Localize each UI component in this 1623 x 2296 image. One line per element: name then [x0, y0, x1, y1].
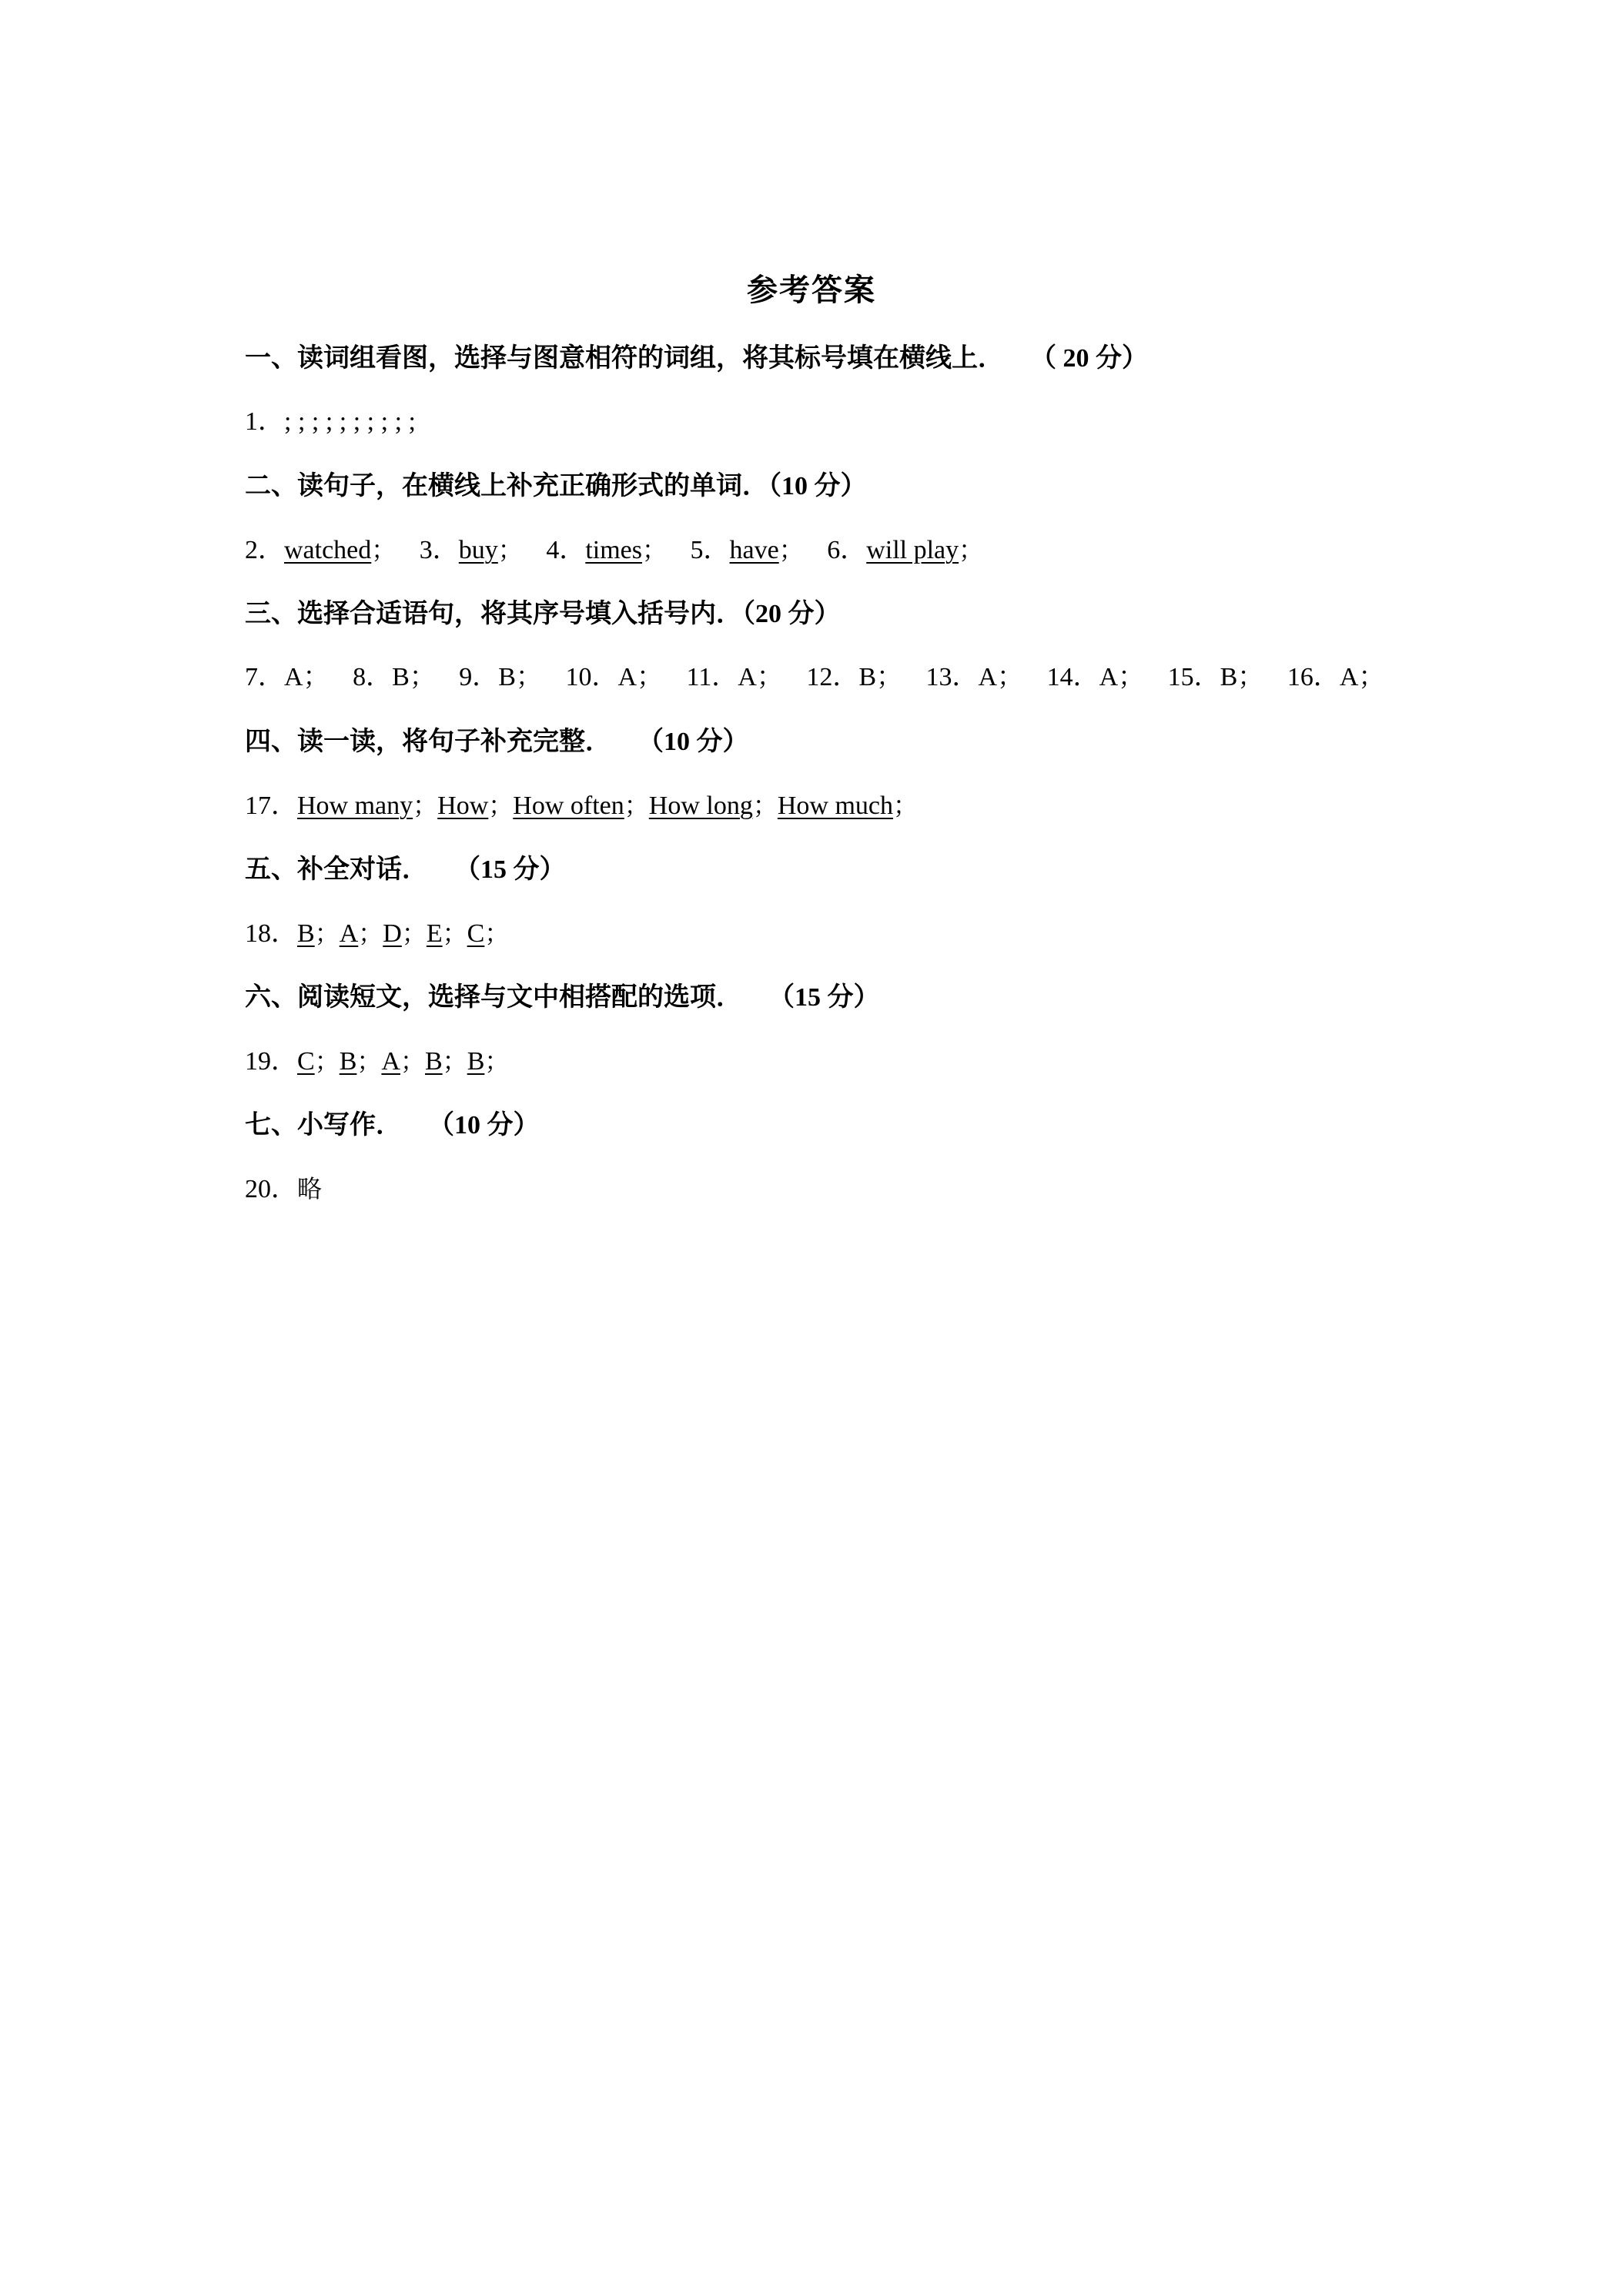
answer-blank: C — [297, 1047, 315, 1076]
section-1-heading — [245, 341, 1148, 376]
section-1-answer: 1．; ; ; ; ; ; ; ; ; ; — [245, 407, 416, 436]
section-4-title: 四、读一读，将句子补充完整． — [245, 726, 611, 757]
answer-text: 略 — [297, 1174, 323, 1203]
answer-choice: A； — [617, 663, 663, 691]
answer-blank: B — [297, 919, 315, 948]
separator: ； — [371, 535, 397, 564]
answer-choice: A； — [1099, 663, 1145, 691]
answer-blank: How many — [297, 792, 413, 820]
item-number: 4． — [546, 536, 586, 564]
separator: ； — [442, 919, 467, 948]
section-2-points: （10 分） — [768, 472, 867, 500]
item-number: 16． — [1287, 663, 1340, 691]
separator: ； — [484, 919, 510, 948]
separator: ； — [356, 1046, 382, 1076]
section-4-heading — [245, 725, 749, 759]
section-4-answers — [245, 788, 918, 823]
separator: ； — [358, 919, 383, 948]
answer-blank: D — [383, 919, 402, 948]
item-number: 9． — [459, 663, 499, 691]
answer-blank: buy — [458, 536, 498, 564]
answer-choice: A； — [978, 663, 1024, 691]
item-number: 15． — [1167, 663, 1220, 691]
answer-blank: watched — [284, 536, 372, 564]
section-4-points: （10 分） — [637, 728, 749, 756]
item-number: 7． — [245, 663, 284, 691]
item-number: 20． — [245, 1175, 297, 1203]
answer-choice: A； — [738, 663, 783, 691]
section-3-answers — [245, 661, 1384, 694]
section-1-title: 一、读词组看图，选择与图意相符的词组，将其标号填在横线上． — [245, 343, 1004, 373]
section-5-heading — [245, 852, 566, 887]
section-7-heading — [245, 1108, 540, 1143]
separator: ； — [959, 535, 984, 564]
answer-blank: B — [424, 1047, 443, 1076]
separator: ； — [484, 1046, 510, 1076]
section-6-title: 六、阅读短文，选择与文中相搭配的选项． — [245, 982, 742, 1012]
item-number: 14． — [1046, 663, 1099, 691]
answer-blank: A — [381, 1047, 400, 1076]
section-6-points: （15 分） — [768, 983, 880, 1012]
answer-blank: C — [467, 919, 485, 948]
answer-blank: How — [437, 792, 489, 820]
answer-blank: How long — [648, 792, 753, 820]
separator: ； — [778, 535, 804, 564]
section-5-title: 五、补全对话． — [245, 854, 428, 885]
separator: ； — [624, 791, 649, 820]
item-number: 3． — [419, 536, 459, 564]
section-5-points: （15 分） — [454, 855, 566, 884]
item-number: 18． — [245, 919, 297, 948]
answer-blank: How often — [513, 792, 624, 820]
section-7-title: 七、小写作． — [245, 1110, 402, 1140]
separator: ； — [401, 919, 427, 948]
item-number: 2． — [245, 536, 284, 564]
separator: ； — [442, 1046, 467, 1076]
section-6-answers — [245, 1044, 509, 1079]
separator: ； — [314, 919, 340, 948]
section-2-answers — [245, 533, 983, 567]
answer-choice: B； — [1220, 663, 1264, 691]
item-number: 10． — [565, 663, 618, 691]
section-3-title: 三、选择合适语句，将其序号填入括号内． — [245, 598, 742, 629]
separator: ； — [641, 535, 667, 564]
section-3-heading — [245, 597, 841, 631]
answer-blank: will play — [866, 536, 959, 564]
section-5-answers — [245, 916, 509, 951]
answer-blank: B — [467, 1047, 485, 1076]
answer-choice: B； — [392, 663, 436, 691]
section-6-heading — [245, 980, 880, 1015]
answer-blank: B — [339, 1047, 357, 1076]
separator: ； — [488, 791, 514, 820]
section-3-points: （20 分） — [742, 600, 841, 628]
separator: ； — [314, 1046, 340, 1076]
item-number: 12． — [806, 663, 859, 691]
separator: ； — [497, 535, 523, 564]
answer-blank: have — [729, 536, 779, 564]
answer-blank: A — [339, 919, 359, 948]
page-title: 参考答案 — [747, 273, 876, 308]
item-number: 17． — [245, 792, 297, 820]
item-number: 11． — [686, 663, 738, 691]
answer-blank: E — [426, 919, 443, 948]
section-2-title: 二、读句子，在横线上补充正确形式的单词． — [245, 470, 768, 501]
answer-choice: A； — [284, 663, 330, 691]
item-number: 19． — [245, 1047, 297, 1076]
item-number: 6． — [827, 536, 867, 564]
separator: ； — [400, 1046, 425, 1076]
section-7-points: （10 分） — [428, 1111, 540, 1140]
answer-choice: A； — [1339, 663, 1385, 691]
section-1-points: （ 20 分） — [1030, 344, 1148, 373]
item-number: 5． — [690, 536, 730, 564]
answer-blank: times — [585, 536, 642, 564]
answer-blank: How much — [777, 792, 894, 820]
answer-choice: B； — [498, 663, 542, 691]
separator: ； — [413, 791, 438, 820]
item-number: 8． — [353, 663, 393, 691]
section-2-heading — [245, 469, 867, 504]
separator: ； — [893, 791, 919, 820]
item-number: 13． — [925, 663, 979, 691]
separator: ； — [752, 791, 778, 820]
section-7-answer — [245, 1172, 322, 1207]
answer-choice: B； — [858, 663, 902, 691]
